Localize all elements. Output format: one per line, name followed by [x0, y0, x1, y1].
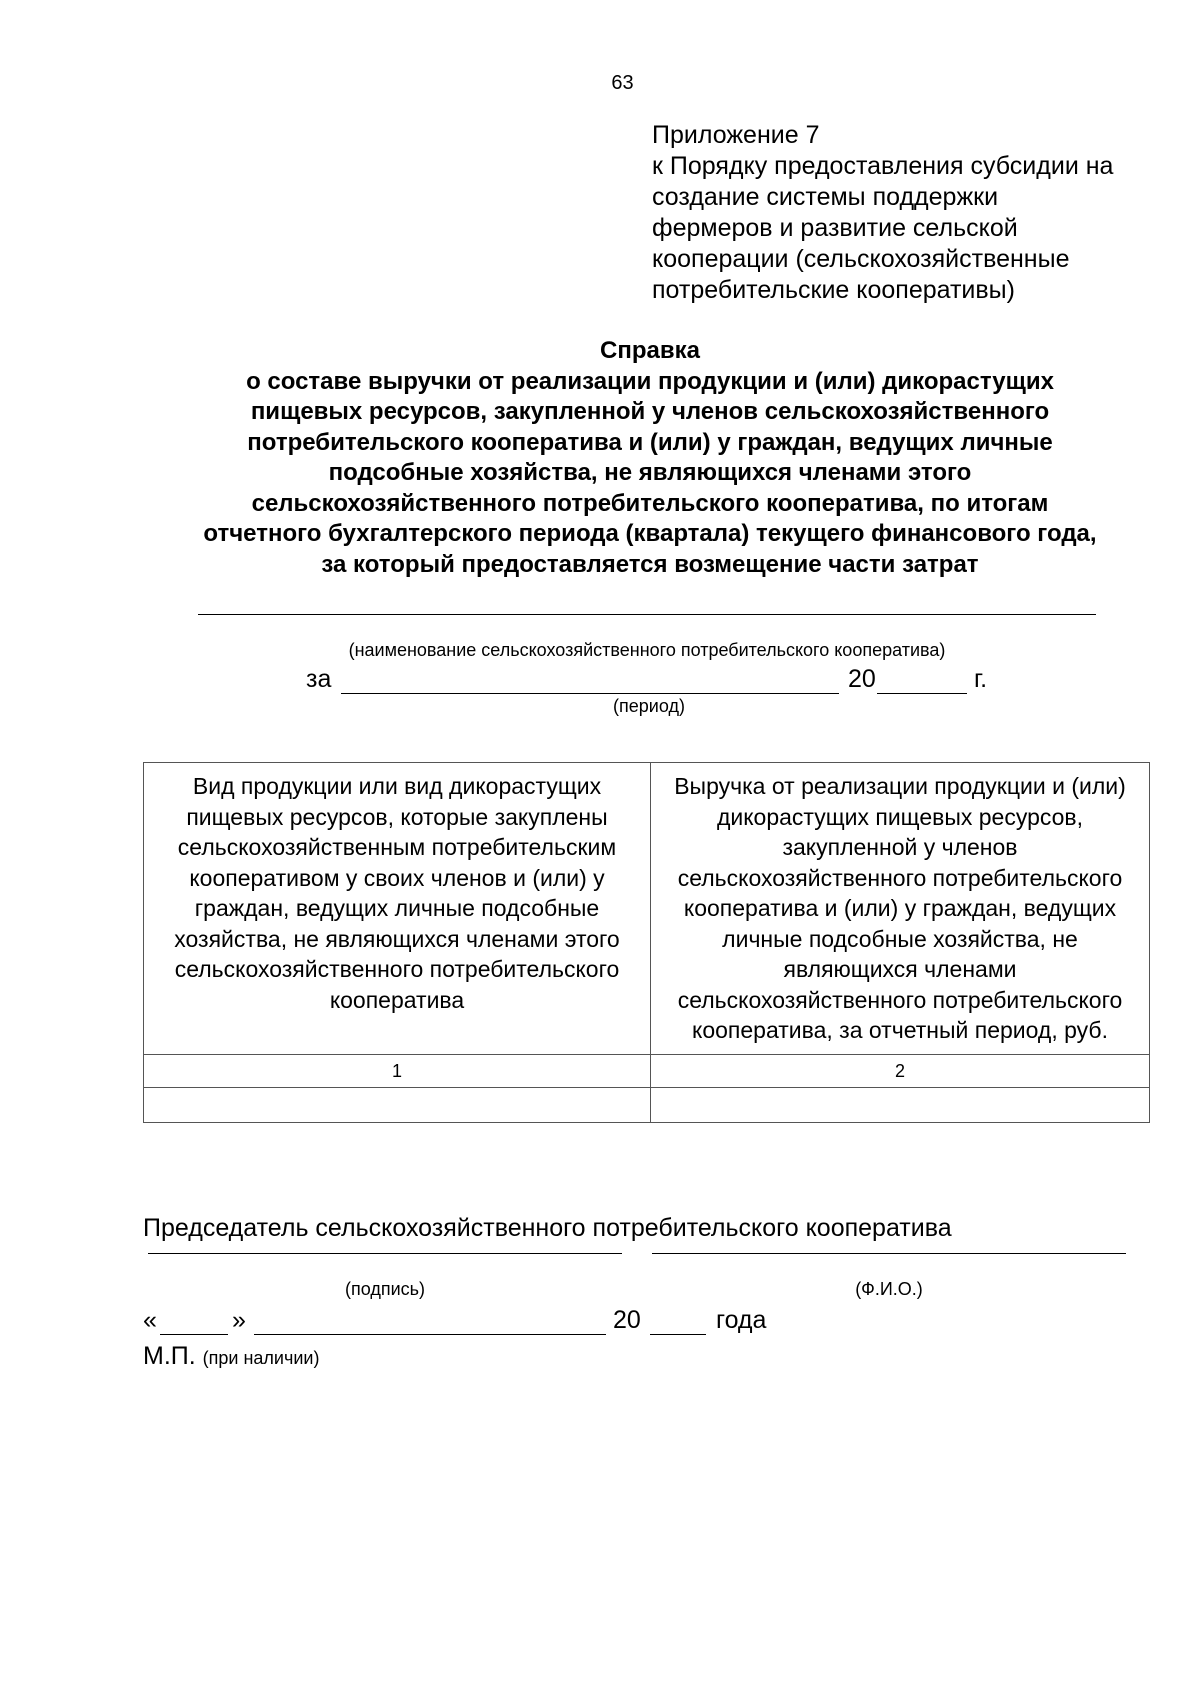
title-line: отчетного бухгалтерского периода (квартала) текущего финансового года,: [203, 520, 1097, 547]
title-line: Справка: [600, 337, 700, 364]
chairman-label: Председатель сельскохозяйственного потребительского кооператива: [143, 1214, 952, 1242]
title-line: подсобные хозяйства, не являющихся членами этого: [328, 459, 972, 486]
date-year-suffix: года: [716, 1306, 767, 1334]
period-year-prefix: 20: [848, 665, 876, 693]
title-line: за который предоставляется возмещение части затрат: [321, 550, 979, 578]
date-open-quote: «: [143, 1306, 157, 1334]
column-number-cell: 1: [144, 1054, 651, 1087]
month-field[interactable]: [254, 1306, 606, 1335]
coop-name-caption: (наименование сельскохозяйственного потребительского кооператива): [348, 640, 946, 660]
period-year-field[interactable]: [877, 665, 967, 694]
signature-field[interactable]: [148, 1253, 622, 1254]
table-header-cell: Выручка от реализации продукции и (или) дикорастущих пищевых ресурсов, закупленной у членов сельскохозяйственного потребительского кооператива и (или) у граждан, ведущих личные подсобные хозяйства, не являющихся членами сельскохозяйственного потребительского кооператива, за отчетный период, руб.: [651, 763, 1150, 1055]
title-line: потребительского кооператива и (или) у граждан, ведущих личные: [247, 428, 1053, 456]
stamp-label: М.П.: [143, 1342, 196, 1370]
period-year-suffix: г.: [974, 665, 988, 693]
table-header-row: [144, 763, 1150, 1055]
signature-caption: (подпись): [344, 1279, 426, 1299]
appendix-line: кооперации (сельскохозяйственные: [652, 245, 1070, 273]
title-line: о составе выручки от реализации продукции и (или) дикорастущих: [246, 367, 1054, 395]
stamp-block: [143, 1342, 319, 1371]
date-close-quote: »: [232, 1306, 246, 1334]
day-field[interactable]: [160, 1306, 228, 1335]
title-line: сельскохозяйственного потребительского кооператива, по итогам: [251, 489, 1049, 517]
full-name-field[interactable]: [652, 1253, 1126, 1254]
appendix-line: фермеров и развитие сельской: [652, 214, 1018, 242]
column-number-cell: 2: [651, 1054, 1150, 1087]
table-input-cell[interactable]: [651, 1087, 1150, 1122]
document-title: [100, 336, 1200, 580]
table-row: [144, 1087, 1150, 1122]
page-number: 63: [611, 72, 634, 94]
table-number-row: [144, 1054, 1150, 1087]
title-line: пищевых ресурсов, закупленной у членов сельскохозяйственного: [250, 398, 1050, 425]
appendix-line: к Порядку предоставления субсидии на: [652, 152, 1114, 180]
full-name-caption: (Ф.И.О.): [855, 1279, 923, 1299]
revenue-table: [143, 762, 1150, 1123]
appendix-line: Приложение 7: [652, 121, 820, 149]
period-caption: (период): [613, 696, 685, 716]
coop-name-field[interactable]: [198, 614, 1096, 615]
table-header-cell: Вид продукции или вид дикорастущих пищевых ресурсов, которые закуплены сельскохозяйственным потребительским кооперативом у своих членов и (или) у граждан, ведущих личные подсобные хозяйства, не являющихся членами этого сельскохозяйственного потребительского кооператива: [144, 763, 651, 1055]
period-field[interactable]: [341, 665, 839, 694]
stamp-note: (при наличии): [202, 1348, 320, 1368]
year-field[interactable]: [650, 1306, 706, 1335]
date-year-prefix: 20: [613, 1306, 641, 1334]
appendix-reference: [652, 120, 1172, 306]
appendix-line: потребительские кооперативы): [652, 276, 1015, 304]
table-input-cell[interactable]: [144, 1087, 651, 1122]
period-prefix: за: [306, 665, 332, 693]
appendix-line: создание системы поддержки: [652, 183, 999, 211]
